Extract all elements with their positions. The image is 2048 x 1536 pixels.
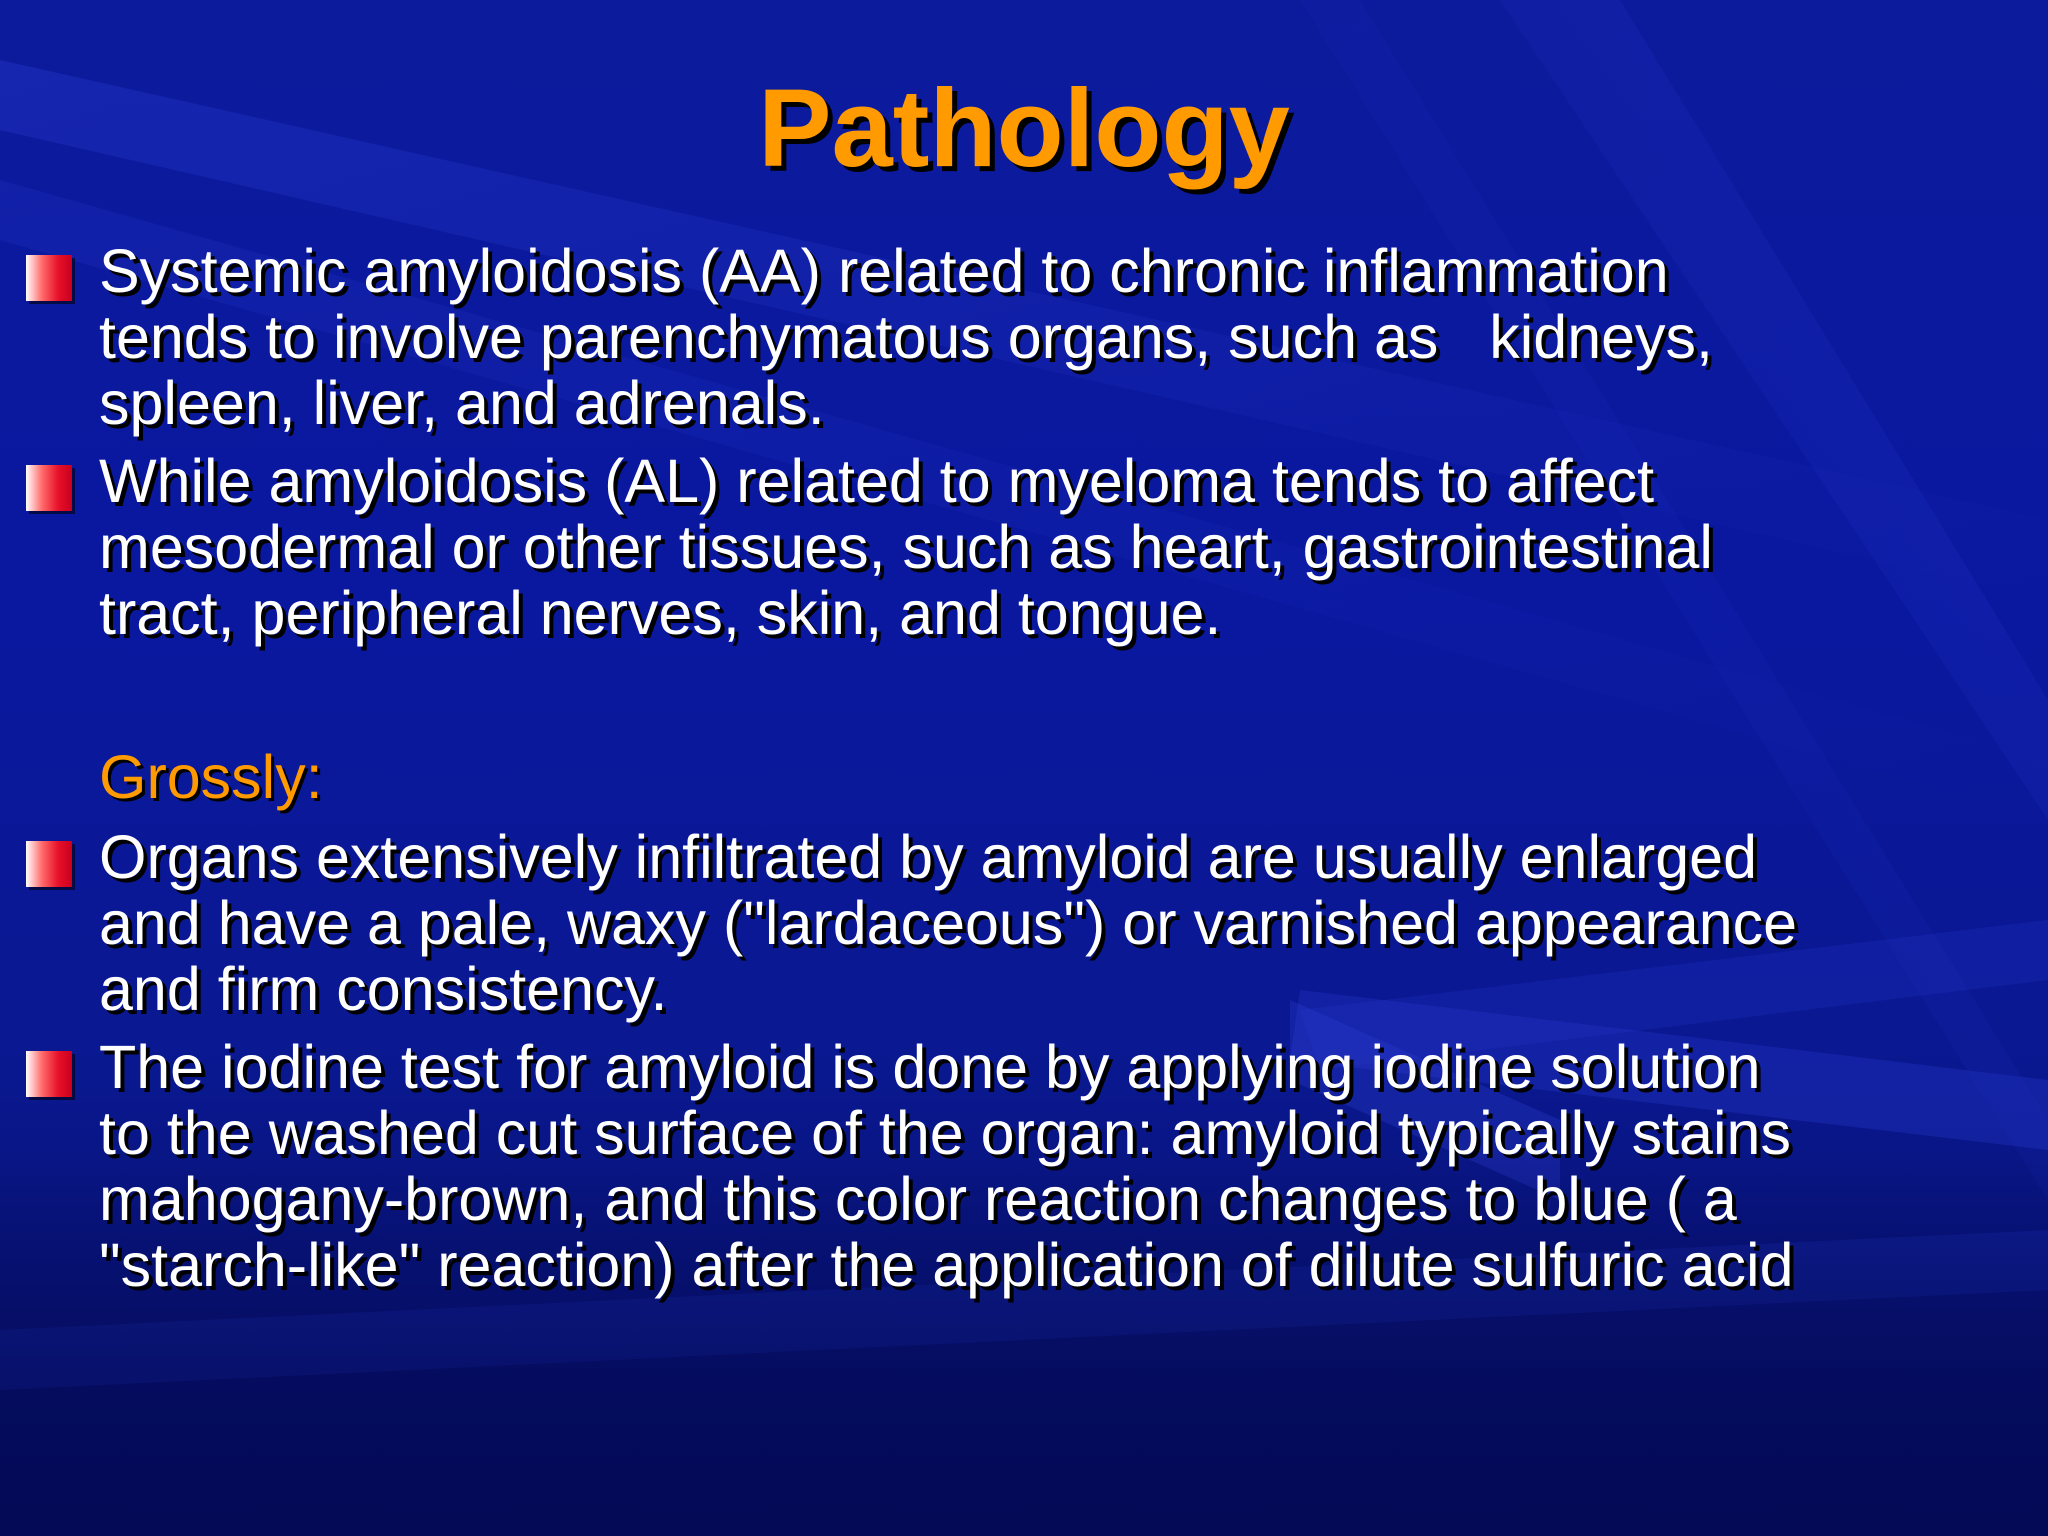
bullet-text-line: tends to involve parenchymatous organs, such as kidneys, xyxy=(99,303,1713,371)
bullet-item xyxy=(0,1034,2048,1298)
bullet-square-icon xyxy=(26,255,72,301)
bullet-text-line: Organs extensively infiltrated by amyloid are usually enlarged xyxy=(99,823,1758,891)
bullet-text-line: While amyloidosis (AL) related to myeloma tends to affect xyxy=(99,447,1655,515)
bullet-text-line: and have a pale, waxy ("lardaceous") or varnished appearance xyxy=(99,889,1798,957)
slide-content xyxy=(0,238,2048,1298)
bullet-item xyxy=(0,238,2048,436)
bullet-text-line: spleen, liver, and adrenals. xyxy=(99,369,825,437)
bullet-square-icon xyxy=(26,841,72,887)
bullet-text-line: mesodermal or other tissues, such as heart, gastrointestinal xyxy=(99,513,1713,581)
bullet-square-icon xyxy=(26,1051,72,1097)
bullet-text-line: Systemic amyloidosis (AA) related to chronic inflammation xyxy=(99,237,1669,305)
bullet-text-line: mahogany-brown, and this color reaction changes to blue ( a xyxy=(99,1165,1737,1233)
bullet-item xyxy=(0,448,2048,646)
bullet-square-icon xyxy=(26,465,72,511)
bullet-text-line: tract, peripheral nerves, skin, and tongue. xyxy=(99,579,1222,647)
bullet-item xyxy=(0,824,2048,1022)
bullet-text-line: The iodine test for amyloid is done by applying iodine solution xyxy=(99,1033,1761,1101)
slide-title: Pathology xyxy=(758,67,1290,190)
section-subheading: Grossly: xyxy=(99,743,323,811)
bullet-text-line: "starch-like" reaction) after the application of dilute sulfuric acid xyxy=(99,1231,1794,1299)
bullet-text-line: to the washed cut surface of the organ: amyloid typically stains xyxy=(99,1099,1791,1167)
bullet-text-line: and firm consistency. xyxy=(99,955,668,1023)
